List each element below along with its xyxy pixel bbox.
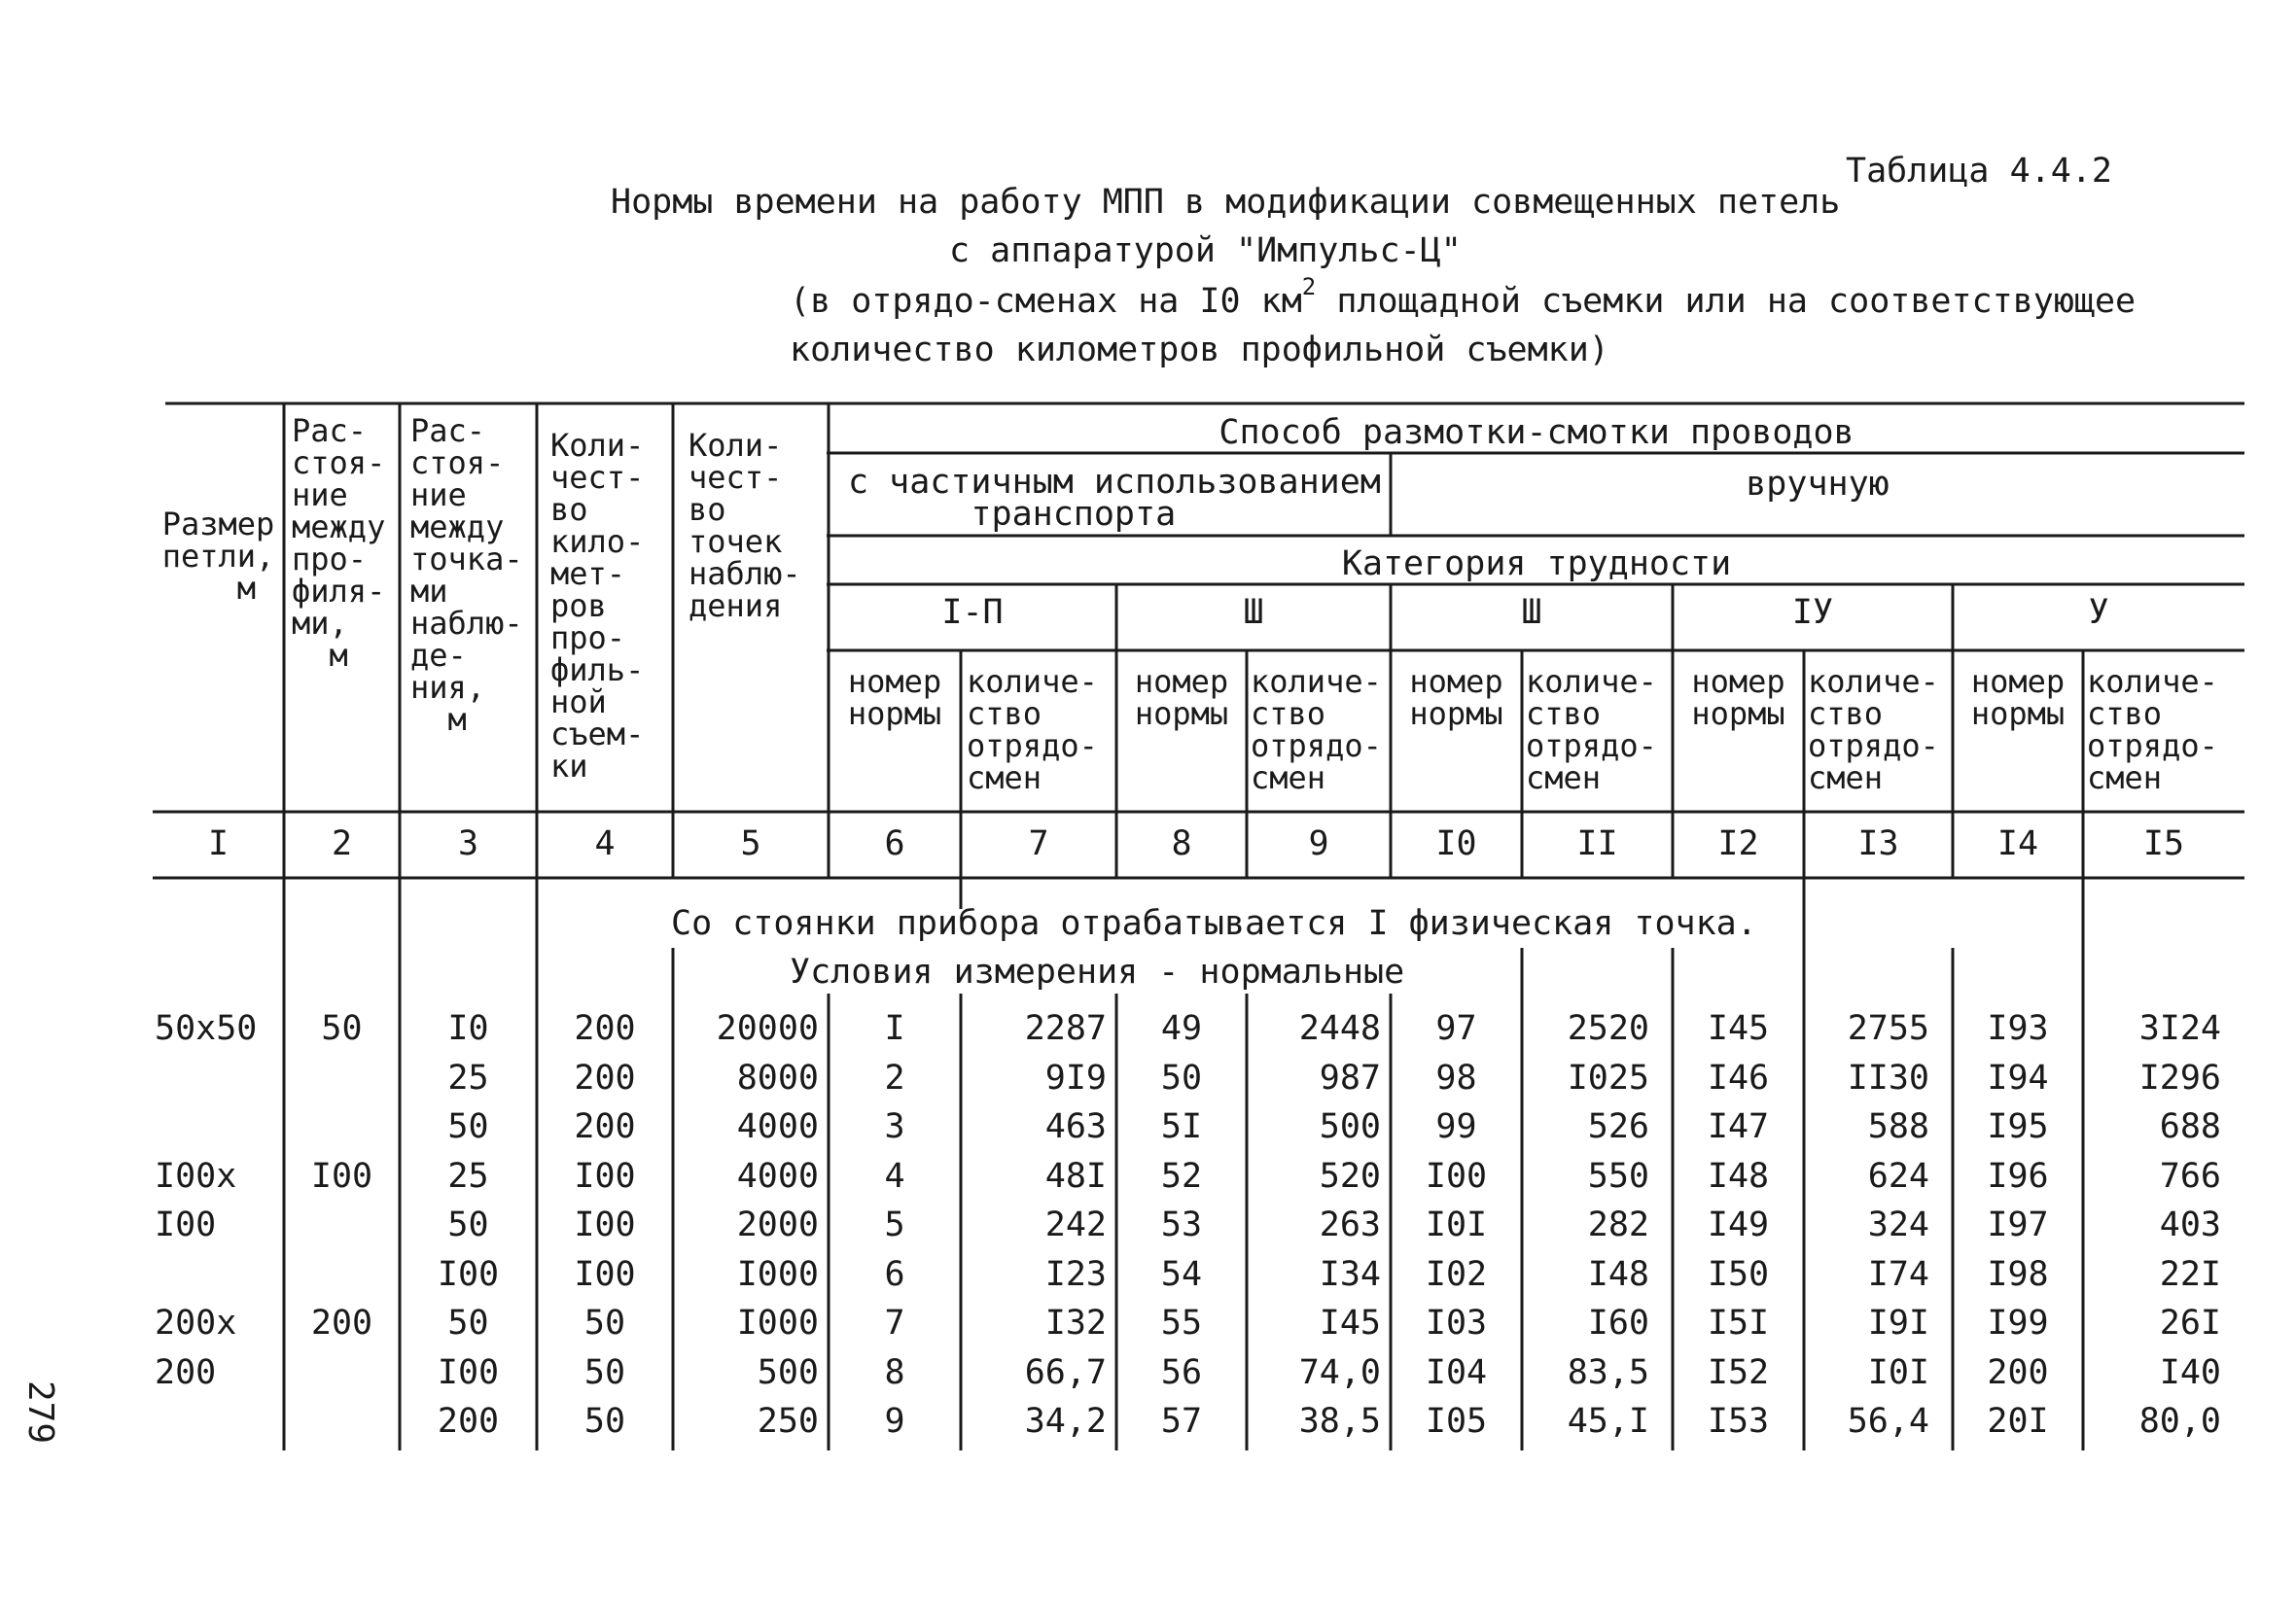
cell-qty-cat2: 2448 — [1298, 1009, 1381, 1048]
col-number-13: I3 — [1857, 824, 1899, 863]
cell-qty-cat2: 520 — [1319, 1157, 1381, 1196]
cell-profile-distance: 50 — [321, 1009, 363, 1048]
cell-norm-no-cat3: I00 — [1425, 1157, 1488, 1196]
cell-qty-cat1: 34,2 — [1024, 1402, 1107, 1441]
cell-norm-no-cat4: I52 — [1707, 1353, 1770, 1392]
cell-qty-cat3: I48 — [1587, 1255, 1649, 1294]
cell-norm-no-cat2: 56 — [1160, 1353, 1203, 1392]
cell-qty-cat3: I025 — [1567, 1059, 1649, 1098]
cell-points-count: I000 — [736, 1255, 819, 1294]
cell-points-count: 8000 — [736, 1059, 819, 1098]
cell-qty-cat5: 26I — [2159, 1304, 2221, 1343]
col-number-2: 2 — [331, 824, 353, 863]
cell-qty-cat4: I0I — [1867, 1353, 1929, 1392]
cell-qty-cat1: 66,7 — [1024, 1353, 1107, 1392]
cell-qty-cat3: I60 — [1587, 1304, 1649, 1343]
note-conditions: Условия измерения - нормальные — [790, 953, 1405, 992]
cell-qty-cat4: 624 — [1867, 1157, 1929, 1196]
cell-norm-no-cat5: I98 — [1987, 1255, 2049, 1294]
cell-points-count: 250 — [757, 1402, 819, 1441]
subheader-norm-no-3: номер нормы — [1409, 663, 1503, 732]
table-number: Таблица 4.4.2 — [1846, 152, 2112, 191]
cell-norm-no-cat4: I49 — [1707, 1205, 1770, 1244]
category-label-5: У — [2088, 593, 2109, 632]
col-header-profile-km: Коли- чест- во кило- мет- ров про- филь- ной съем- ки — [550, 427, 645, 785]
cell-profile-distance: 200 — [310, 1304, 373, 1343]
cell-norm-no-cat1: 6 — [884, 1255, 905, 1294]
col-number-9: 9 — [1308, 824, 1329, 863]
cell-norm-no-cat4: I45 — [1707, 1009, 1770, 1048]
cell-qty-cat4: 56,4 — [1847, 1402, 1929, 1441]
cell-norm-no-cat5: I99 — [1987, 1304, 2049, 1343]
table-title-line-3 — [790, 273, 2137, 321]
cell-profile-km: I00 — [574, 1205, 636, 1244]
cell-qty-cat5: 22I — [2159, 1255, 2221, 1294]
cell-norm-no-cat5: 200 — [1987, 1353, 2049, 1392]
cell-norm-no-cat4: I53 — [1707, 1402, 1770, 1441]
cell-qty-cat5: 766 — [2159, 1157, 2221, 1196]
cell-point-distance: 25 — [447, 1157, 489, 1196]
cell-points-count: 2000 — [736, 1205, 819, 1244]
category-label-4: IУ — [1791, 593, 1834, 632]
cell-norm-no-cat1: I — [884, 1009, 905, 1048]
cell-profile-km: 200 — [574, 1009, 636, 1048]
cell-norm-no-cat3: I05 — [1425, 1402, 1488, 1441]
cell-norm-no-cat5: I94 — [1987, 1059, 2049, 1098]
cell-qty-cat3: 526 — [1587, 1107, 1649, 1146]
cell-qty-cat2: 987 — [1319, 1059, 1381, 1098]
col-header-profile-distance: Рас- стоя- ние между про- филя- ми, м — [292, 412, 386, 674]
cell-norm-no-cat2: 49 — [1160, 1009, 1203, 1048]
cell-norm-no-cat3: I04 — [1425, 1353, 1488, 1392]
cell-norm-no-cat3: I0I — [1425, 1205, 1488, 1244]
subheader-qty-3: количе- ство отрядо- смен — [1526, 663, 1657, 796]
cell-profile-km: 50 — [583, 1402, 626, 1441]
cell-norm-no-cat3: I02 — [1425, 1255, 1488, 1294]
cell-qty-cat4: I9I — [1867, 1304, 1929, 1343]
col-number-1: I — [207, 824, 230, 863]
cell-qty-cat1: 48I — [1044, 1157, 1107, 1196]
header-manual: вручную — [1746, 465, 1890, 504]
cell-point-distance: I00 — [437, 1353, 500, 1392]
category-label-1: I-П — [941, 593, 1004, 632]
title-superscript: 2 — [1301, 273, 1317, 300]
cell-profile-km: I00 — [574, 1255, 636, 1294]
cell-point-distance: 50 — [447, 1205, 489, 1244]
title-line-3-start: (в отрядо-сменах на I0 км — [790, 282, 1302, 321]
cell-norm-no-cat3: 98 — [1435, 1059, 1477, 1098]
table-title-line-4: количество километров профильной съемки) — [790, 331, 1609, 369]
cell-qty-cat2: 500 — [1319, 1107, 1381, 1146]
cell-profile-km: 200 — [574, 1107, 636, 1146]
header-method: Способ размотки-смотки проводов — [1219, 413, 1854, 452]
cell-profile-distance: I00 — [310, 1157, 373, 1196]
table-title-line-2: с аппаратурой "Импульс-Ц" — [949, 231, 1462, 270]
cell-qty-cat5: 688 — [2159, 1107, 2221, 1146]
cell-norm-no-cat2: 57 — [1160, 1402, 1203, 1441]
cell-qty-cat5: 403 — [2159, 1205, 2221, 1244]
cell-point-distance: 50 — [447, 1304, 489, 1343]
cell-qty-cat2: 74,0 — [1298, 1353, 1381, 1392]
page-number: 279 — [20, 1380, 60, 1445]
cell-points-count: 500 — [757, 1353, 819, 1392]
cell-norm-no-cat3: 99 — [1435, 1107, 1477, 1146]
cell-loop-size: 200 — [155, 1353, 217, 1392]
cell-norm-no-cat5: I93 — [1987, 1009, 2049, 1048]
cell-profile-km: 50 — [583, 1353, 626, 1392]
cell-qty-cat4: II30 — [1847, 1059, 1929, 1098]
subheader-qty-5: количе- ство отрядо- смен — [2087, 663, 2218, 796]
cell-qty-cat5: 80,0 — [2138, 1402, 2221, 1441]
cell-norm-no-cat1: 2 — [884, 1059, 905, 1098]
cell-norm-no-cat2: 54 — [1160, 1255, 1203, 1294]
cell-qty-cat3: 550 — [1587, 1157, 1649, 1196]
cell-qty-cat4: 324 — [1867, 1205, 1929, 1244]
subheader-norm-no-4: номер нормы — [1691, 663, 1785, 732]
cell-point-distance: 50 — [447, 1107, 489, 1146]
cell-qty-cat3: 45,I — [1567, 1402, 1649, 1441]
cell-qty-cat4: 2755 — [1847, 1009, 1929, 1048]
cell-qty-cat3: 282 — [1587, 1205, 1649, 1244]
cell-points-count: 20000 — [716, 1009, 819, 1048]
cell-norm-no-cat4: I46 — [1707, 1059, 1770, 1098]
cell-qty-cat1: 2287 — [1024, 1009, 1107, 1048]
table-title-line-1: Нормы времени на работу МПП в модификации совмещенных петель — [611, 183, 1841, 222]
cell-norm-no-cat3: 97 — [1435, 1009, 1477, 1048]
subheader-qty-2: количе- ство отрядо- смен — [1251, 663, 1382, 796]
col-header-point-distance: Рас- стоя- ние между точка- ми наблю- де- ния, м — [410, 412, 523, 738]
cell-qty-cat1: 242 — [1044, 1205, 1107, 1244]
cell-norm-no-cat4: I48 — [1707, 1157, 1770, 1196]
cell-qty-cat5: I296 — [2138, 1059, 2221, 1098]
title-line-3-tail: площадной съемки или на соответствующее — [1316, 282, 2137, 321]
cell-norm-no-cat1: 5 — [884, 1205, 905, 1244]
cell-point-distance: 25 — [447, 1059, 489, 1098]
cell-qty-cat1: I32 — [1044, 1304, 1107, 1343]
cell-qty-cat1: 463 — [1044, 1107, 1107, 1146]
cell-point-distance: I0 — [447, 1009, 489, 1048]
cell-loop-size: I00x — [155, 1157, 237, 1196]
cell-norm-no-cat2: 53 — [1160, 1205, 1203, 1244]
category-label-2: Ш — [1243, 593, 1264, 632]
col-number-15: I5 — [2142, 824, 2185, 863]
col-number-14: I4 — [1996, 824, 2039, 863]
category-label-3: Ш — [1521, 593, 1542, 632]
cell-qty-cat3: 83,5 — [1567, 1353, 1649, 1392]
cell-norm-no-cat1: 7 — [884, 1304, 905, 1343]
subheader-norm-no-5: номер нормы — [1970, 663, 2066, 732]
col-number-7: 7 — [1028, 824, 1049, 863]
cell-norm-no-cat2: 52 — [1160, 1157, 1203, 1196]
col-number-11: II — [1576, 824, 1618, 863]
cell-points-count: I000 — [736, 1304, 819, 1343]
cell-qty-cat5: 3I24 — [2138, 1009, 2221, 1048]
cell-qty-cat1: I23 — [1044, 1255, 1107, 1294]
cell-qty-cat3: 2520 — [1567, 1009, 1649, 1048]
cell-qty-cat2: 38,5 — [1298, 1402, 1381, 1441]
cell-norm-no-cat1: 8 — [884, 1353, 905, 1392]
cell-points-count: 4000 — [736, 1157, 819, 1196]
cell-norm-no-cat2: 55 — [1160, 1304, 1203, 1343]
cell-norm-no-cat5: I96 — [1987, 1157, 2049, 1196]
col-number-4: 4 — [594, 824, 616, 863]
col-header-points-count: Коли- чест- во точек наблю- дения — [689, 427, 801, 624]
cell-point-distance: 200 — [437, 1402, 500, 1441]
cell-norm-no-cat1: 9 — [884, 1402, 905, 1441]
subheader-norm-no-1: номер нормы — [847, 663, 942, 732]
cell-loop-size: I00 — [155, 1205, 217, 1244]
cell-qty-cat5: I40 — [2159, 1353, 2221, 1392]
header-category: Категория трудности — [1341, 544, 1732, 583]
subheader-qty-1: количе- ство отрядо- смен — [967, 663, 1098, 796]
col-number-3: 3 — [457, 824, 479, 863]
col-number-6: 6 — [884, 824, 905, 863]
cell-qty-cat2: I45 — [1319, 1304, 1381, 1343]
col-number-12: I2 — [1717, 824, 1759, 863]
cell-norm-no-cat5: I95 — [1987, 1107, 2049, 1146]
cell-qty-cat2: I34 — [1319, 1255, 1381, 1294]
col-number-8: 8 — [1171, 824, 1192, 863]
cell-qty-cat2: 263 — [1319, 1205, 1381, 1244]
cell-norm-no-cat2: 5I — [1160, 1107, 1203, 1146]
cell-loop-size: 200x — [155, 1304, 237, 1343]
col-number-10: I0 — [1435, 824, 1477, 863]
cell-norm-no-cat4: I5I — [1707, 1304, 1770, 1343]
cell-qty-cat4: 588 — [1867, 1107, 1929, 1146]
subheader-qty-4: количе- ство отрядо- смен — [1808, 663, 1939, 796]
cell-loop-size: 50x50 — [155, 1009, 258, 1048]
cell-norm-no-cat2: 50 — [1160, 1059, 1203, 1098]
cell-qty-cat4: I74 — [1867, 1255, 1929, 1294]
note-single-point: Со стоянки прибора отрабатывается I физическая точка. — [671, 904, 1757, 943]
cell-norm-no-cat1: 4 — [884, 1157, 905, 1196]
cell-norm-no-cat5: I97 — [1987, 1205, 2049, 1244]
cell-norm-no-cat1: 3 — [884, 1107, 905, 1146]
col-header-loop-size: Размер петли, м — [161, 506, 275, 607]
cell-points-count: 4000 — [736, 1107, 819, 1146]
cell-norm-no-cat3: I03 — [1425, 1304, 1488, 1343]
subheader-norm-no-2: номер нормы — [1134, 663, 1229, 732]
cell-profile-km: 50 — [583, 1304, 626, 1343]
col-number-5: 5 — [740, 824, 761, 863]
cell-point-distance: I00 — [437, 1255, 500, 1294]
cell-norm-no-cat4: I47 — [1707, 1107, 1770, 1146]
header-partial-transport: с частичным использованием транспорта — [848, 463, 1381, 534]
cell-profile-km: I00 — [574, 1157, 636, 1196]
cell-profile-km: 200 — [574, 1059, 636, 1098]
cell-qty-cat1: 9I9 — [1044, 1059, 1107, 1098]
cell-norm-no-cat5: 20I — [1987, 1402, 2049, 1441]
cell-norm-no-cat4: I50 — [1707, 1255, 1770, 1294]
